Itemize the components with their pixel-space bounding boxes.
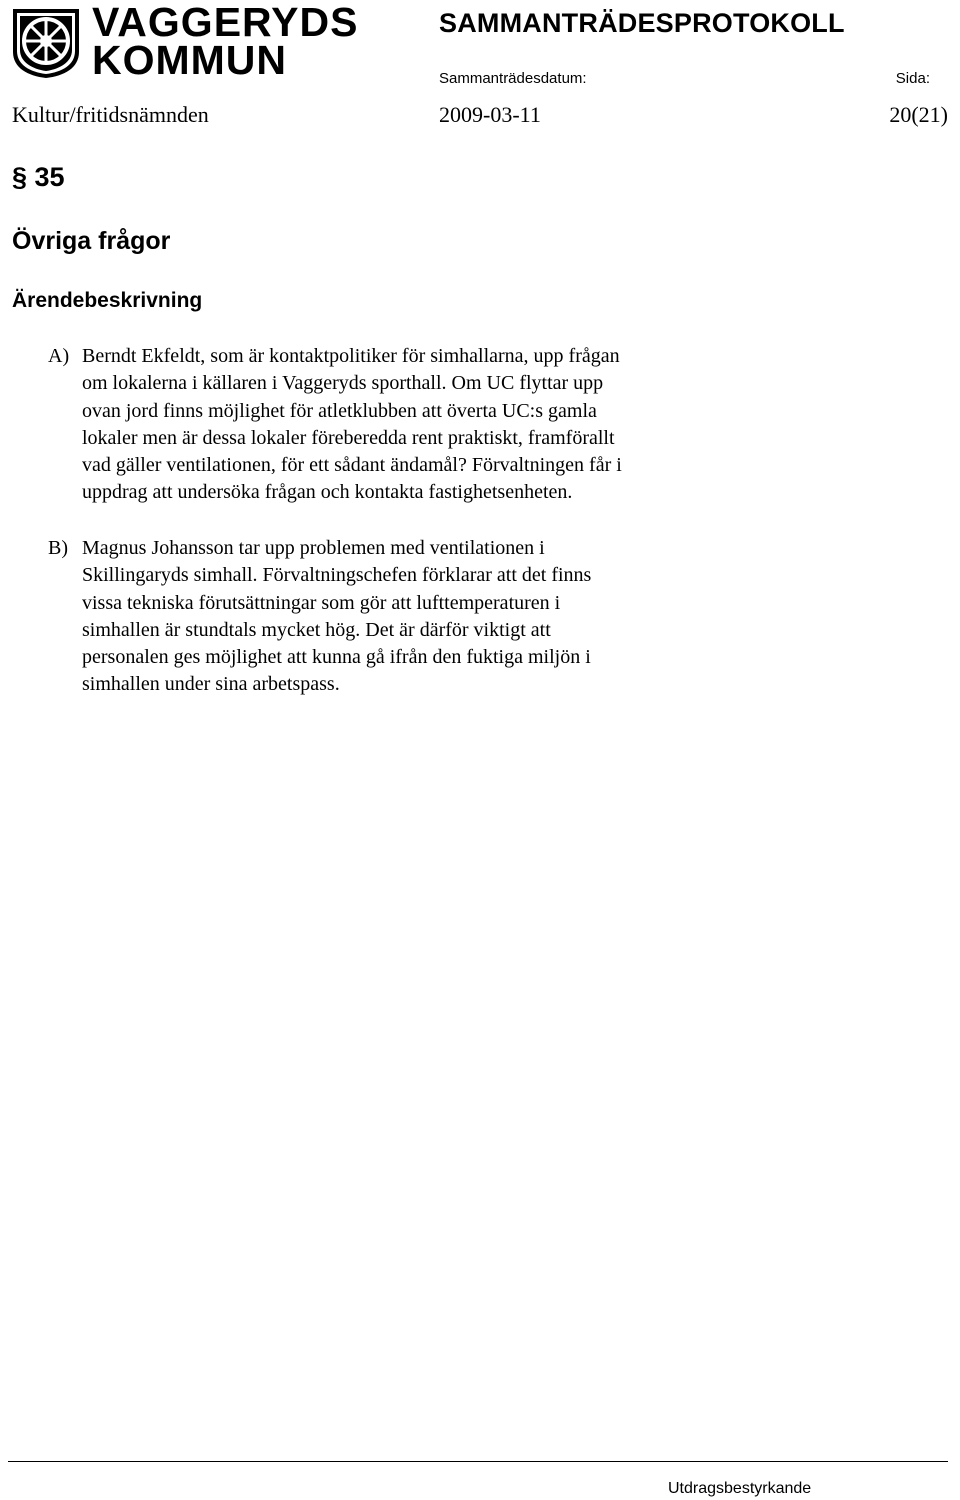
text-line: simhallen är stundtals mycket hög. Det är därför viktigt att [82, 618, 551, 641]
text-line: Magnus Johansson tar upp problemen med ventilationen i [82, 537, 545, 559]
item-text [82, 535, 748, 699]
text-line: personalen ges möjlighet att kunna gå ifrån den fuktiga miljön i [82, 646, 591, 669]
text-line: simhallen under sina arbetspass. [82, 673, 340, 696]
item-label: B) [48, 537, 68, 559]
text-line: vissa tekniska förutsättningar som gör att lufttemperaturen i [82, 591, 561, 614]
text-line: ovan jord finns möjlighet för atletklubben att överta UC:s gamla [82, 399, 597, 422]
footer-certification-label: Utdragsbestyrkande [668, 1480, 812, 1497]
case-description-heading: Ärendebeskrivning [12, 289, 203, 312]
agenda-item-a [48, 343, 748, 507]
document-title: SAMMANTRÄDESPROTOKOLL [439, 8, 845, 38]
item-text [82, 343, 748, 507]
text-line: Skillingaryds simhall. Förvaltningschefen förklarar att det finns [82, 564, 592, 587]
committee-name: Kultur/fritidsnämnden [12, 102, 209, 127]
page-number: 20(21) [889, 102, 948, 127]
text-line: uppdrag att undersöka frågan och kontakta fastighetsenheten. [82, 481, 573, 504]
footer-divider [8, 1461, 948, 1462]
text-line: Berndt Ekfeldt, som är kontaktpolitiker för simhallarna, upp frågan [82, 345, 620, 367]
page-label: Sida: [895, 70, 930, 87]
brand-name-line2: KOMMUN [92, 37, 288, 83]
meeting-date-label: Sammanträdesdatum: [439, 70, 587, 87]
text-line: vad gäller ventilationen, för ett sådant ändamål? Förvaltningen får i [82, 454, 622, 477]
item-label: A) [48, 345, 70, 367]
section-title: Övriga frågor [12, 227, 171, 255]
text-line: lokaler men är dessa lokaler föreberedda rent praktiskt, framförallt [82, 426, 615, 449]
paragraph-number: § 35 [12, 162, 65, 192]
meeting-date-value: 2009-03-11 [439, 102, 541, 127]
text-line: om lokalerna i källaren i Vaggeryds sporthall. Om UC flyttar upp [82, 372, 604, 395]
wheel-emblem-icon [10, 6, 82, 80]
brand-name-line1: VAGGERYDS [92, 0, 359, 45]
agenda-item-b [48, 535, 748, 699]
